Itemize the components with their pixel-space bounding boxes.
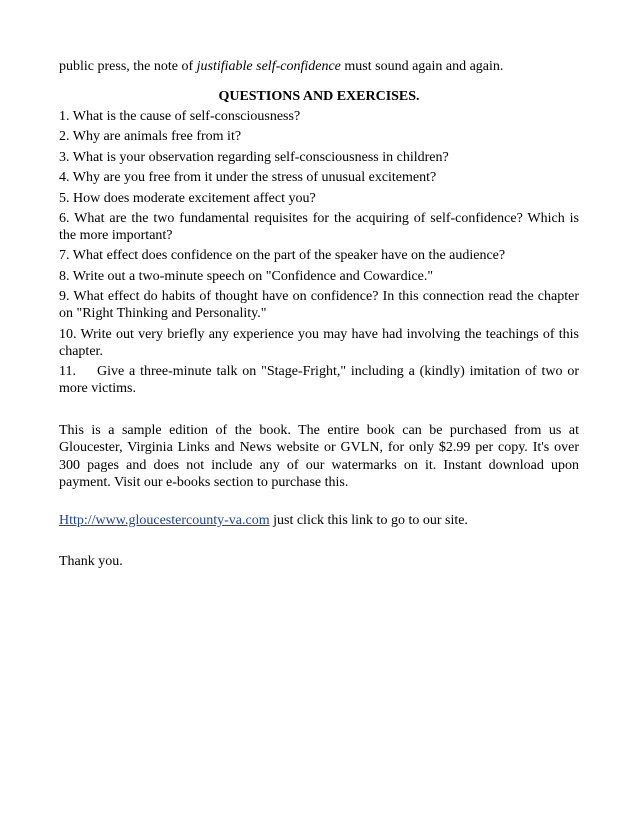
section-heading: QUESTIONS AND EXERCISES. <box>218 89 420 104</box>
question-item: 5. How does moderate excitement affect you? <box>59 190 316 206</box>
question-item: 9. What effect do habits of thought have on confidence? In this connection read the chapter on "Right Thinking and Personality." <box>59 289 579 322</box>
question-text: Give a three-minute talk on "Stage-Fright," including a (kindly) imitation of two or more victims. <box>59 363 579 396</box>
question-item: 10. Write out very briefly any experience you may have had involving the teachings of this chapter. <box>59 326 579 359</box>
question-item: 6. What are the two fundamental requisites for the acquiring of self-confidence? Which is the more important? <box>59 210 579 243</box>
question-item-11 <box>59 363 579 397</box>
intro-text-before: public press, the note of <box>59 59 197 74</box>
intro-emphasis: justifiable self-confidence <box>196 59 341 74</box>
question-item: 1. What is the cause of self-consciousness? <box>59 109 301 124</box>
closing-text: Thank you. <box>59 553 123 569</box>
sample-edition-notice: This is a sample edition of the book. The entire book can be purchased from us at Gloucester, Virginia Links and News website or GVLN, for only $2.99 per copy. It's over 300 pages and does not include any of our watermarks on it. Instant download upon payment. Visit our e-books section to purchase this. <box>59 422 579 491</box>
intro-text-after: must sound again and again. <box>340 59 504 74</box>
site-link-line <box>59 512 579 530</box>
questions-list <box>59 108 579 397</box>
question-item: 3. What is your observation regarding self-consciousness in children? <box>59 149 449 165</box>
site-link-caption: just click this link to go to our site. <box>269 512 468 528</box>
question-number: 11. <box>59 363 76 379</box>
intro-paragraph <box>59 58 579 75</box>
question-item: 4. Why are you free from it under the stress of unusual excitement? <box>59 170 437 186</box>
question-item: 8. Write out a two-minute speech on "Confidence and Cowardice." <box>59 268 434 284</box>
question-item: 7. What effect does confidence on the part of the speaker have on the audience? <box>59 248 506 264</box>
site-link[interactable]: Http://www.gloucestercounty-va.com <box>59 512 270 528</box>
document-page <box>59 58 579 571</box>
question-item: 2. Why are animals free from it? <box>59 129 242 145</box>
